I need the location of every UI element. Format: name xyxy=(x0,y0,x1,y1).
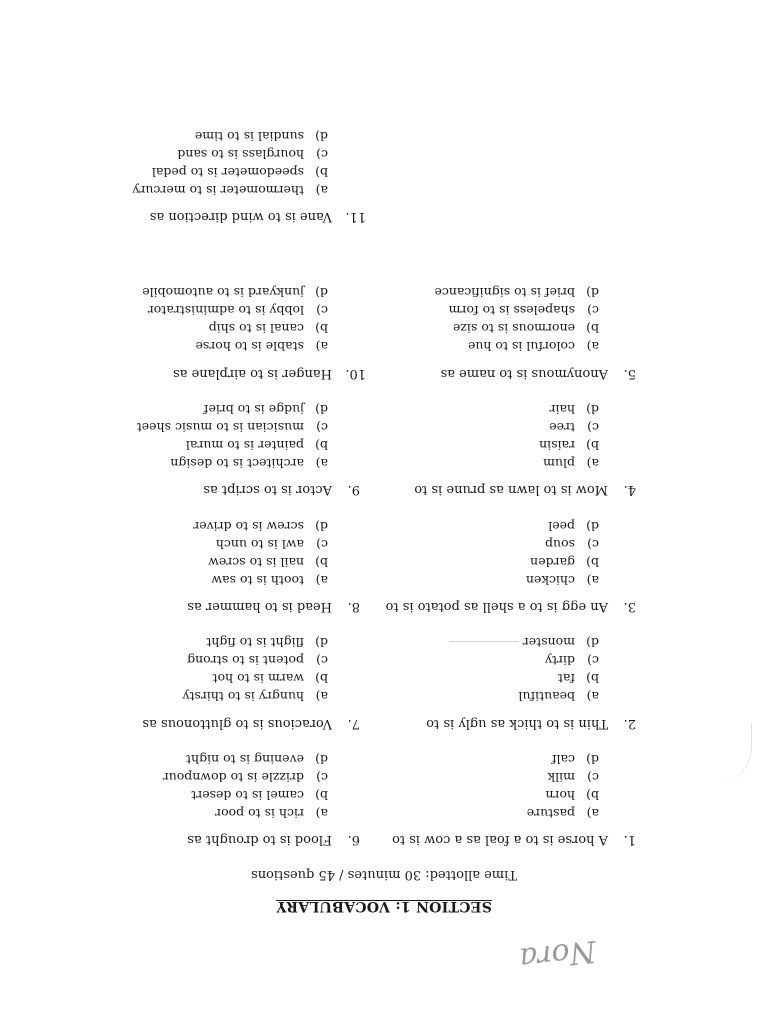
option-3c[interactable]: c)soup xyxy=(545,537,599,552)
question-11: 11.Vane is to wind direction as xyxy=(149,209,366,224)
option-11b[interactable]: b)speedometer is to pedal xyxy=(151,165,328,180)
option-4c[interactable]: c)tree xyxy=(549,420,599,435)
option-10b[interactable]: b)canal is to ship xyxy=(208,321,328,336)
option-5a[interactable]: a)colorful is to hue xyxy=(467,339,599,354)
option-5d[interactable]: d)brief is to significance xyxy=(434,285,599,300)
option-8b[interactable]: b)nail is to screw xyxy=(208,555,328,570)
question-9: 9.Actor is to script as xyxy=(203,482,360,497)
option-4a[interactable]: a)plum xyxy=(543,456,599,471)
option-6a[interactable]: a)rich is to poor xyxy=(215,806,328,821)
option-11d[interactable]: d)sundial is to time xyxy=(194,129,328,144)
option-8a[interactable]: a)tooth is to saw xyxy=(211,573,328,588)
option-4b[interactable]: b)raisin xyxy=(539,438,599,453)
option-9b[interactable]: b)painter is to mural xyxy=(185,438,328,453)
question-7: 7.Voracious is to gluttonous as xyxy=(142,716,360,731)
option-1b[interactable]: b)horn xyxy=(545,788,599,803)
scan-artifact xyxy=(715,724,752,784)
option-11a[interactable]: a)thermometer is to mercury xyxy=(132,183,328,198)
option-1c[interactable]: c)milk xyxy=(547,770,599,785)
option-7c[interactable]: c)potent is to strong xyxy=(187,653,328,668)
option-8c[interactable]: c)awl is to unch xyxy=(215,537,328,552)
option-3d[interactable]: d)peel xyxy=(548,519,599,534)
answer-blank xyxy=(449,641,519,643)
question-10: 10.Hanger is to airplane as xyxy=(173,366,366,381)
option-10a[interactable]: a)stable is to horse xyxy=(195,339,328,354)
option-2b[interactable]: b)fat xyxy=(557,671,599,686)
option-9d[interactable]: d)judge is to brief xyxy=(203,402,328,417)
question-1: 1.A horse is to a foal as a cow is to xyxy=(392,832,636,847)
option-9a[interactable]: a)architect is to design xyxy=(170,456,328,471)
option-5c[interactable]: c)shapeless is to form xyxy=(448,303,599,318)
option-7a[interactable]: a)hungry is to thirsty xyxy=(182,689,328,704)
option-2a[interactable]: a)beautiful xyxy=(518,689,599,704)
option-7d[interactable]: d)flight is to fight xyxy=(206,635,328,650)
question-5: 5.Anonymous is to name as xyxy=(440,366,636,381)
time-allotted: Time allotted: 30 minutes / 45 questions xyxy=(251,867,517,882)
section-title: SECTION 1: VOCABULARY xyxy=(276,898,492,914)
question-3: 3.An egg is to a shell as potato is to xyxy=(385,599,636,614)
option-4d[interactable]: d)hair xyxy=(549,402,599,417)
option-5b[interactable]: b)enormous is to size xyxy=(452,321,599,336)
option-8d[interactable]: d)screw is to driver xyxy=(193,519,328,534)
option-10c[interactable]: c)lobby is to administrator xyxy=(147,303,328,318)
option-1a[interactable]: a)pasture xyxy=(526,806,599,821)
option-2c[interactable]: c)dirty xyxy=(544,653,599,668)
question-4: 4.Mow is to lawn as prune is to xyxy=(414,482,636,497)
option-6d[interactable]: d)evening is to night xyxy=(186,752,328,767)
handwritten-name: Nora xyxy=(517,933,598,976)
question-6: 6.Flood is to drought as xyxy=(187,832,360,847)
option-1d[interactable]: d)calf xyxy=(551,752,599,767)
option-10d[interactable]: d)junkyard is to automobile xyxy=(142,285,328,300)
option-9c[interactable]: c)musician is to music sheet xyxy=(136,420,328,435)
question-2: 2.Thin is to thick as ugly is to xyxy=(426,716,636,731)
option-2d[interactable]: d)monster xyxy=(449,635,599,650)
question-8: 8.Head is to hammer as xyxy=(187,599,360,614)
option-11c[interactable]: c)hourglass is to sand xyxy=(177,147,328,162)
option-3a[interactable]: a)chicken xyxy=(525,573,599,588)
option-6b[interactable]: b)camel is to desert xyxy=(191,788,328,803)
option-3b[interactable]: b)garden xyxy=(530,555,599,570)
option-7b[interactable]: b)warm is to hot xyxy=(212,671,328,686)
option-6c[interactable]: c)drizzle is to downpour xyxy=(162,770,328,785)
